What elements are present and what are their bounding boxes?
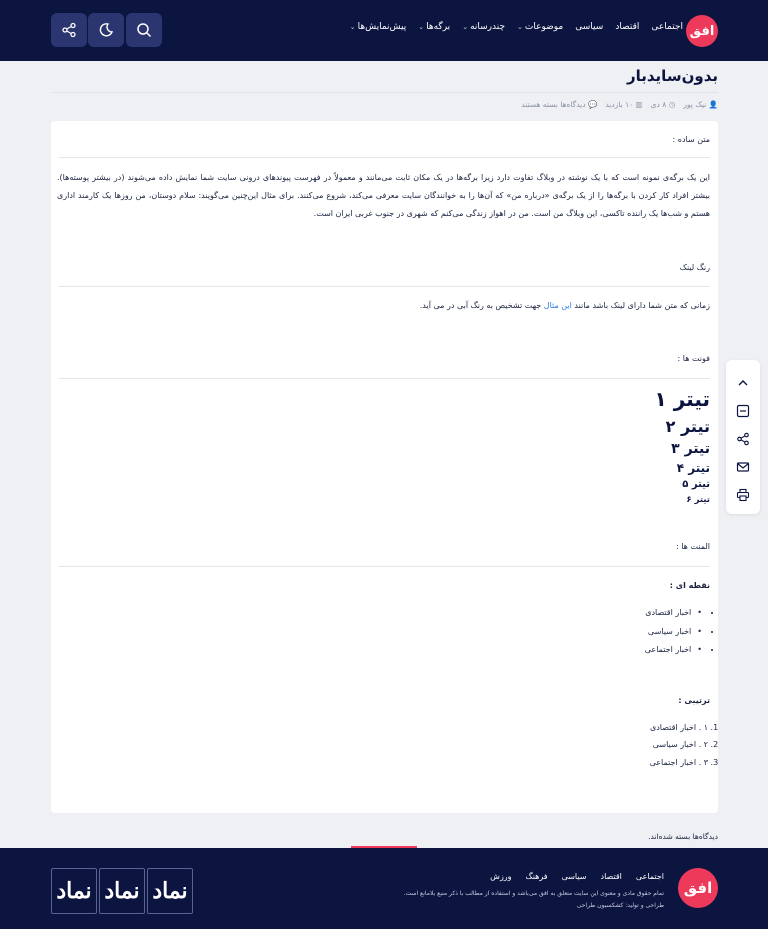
- mail-icon: [736, 460, 750, 474]
- post-meta: [521, 100, 718, 109]
- title-divider: [51, 92, 718, 93]
- chevron-down-icon: ⌄: [418, 23, 425, 31]
- nav-item-topics[interactable]: موضوعات⌄: [517, 22, 564, 32]
- share-icon: [736, 432, 750, 446]
- divider: [59, 566, 710, 567]
- heading-1-sample: تیتر ۱: [654, 387, 710, 411]
- chevron-up-icon: [736, 376, 750, 390]
- font-size-button[interactable]: [734, 402, 752, 420]
- footer-copyright: تمام حقوق مادی و معنوی این سایت متعلق به افق می‌باشد و استفاده از مطالب با ذکر منبع بلامانع است. طراحی و تولید: کشکسیون طراحی: [403, 890, 664, 909]
- list-item: • • اخبار سیاسی: [648, 627, 702, 636]
- post-views: ▥ ۱۰ بازدید: [605, 100, 643, 109]
- nav-item-economy[interactable]: اقتصاد: [615, 22, 640, 32]
- page-title: بدون‌سایدبار: [626, 67, 718, 85]
- footer-link-sport[interactable]: ورزش: [490, 872, 512, 881]
- dark-mode-button[interactable]: [88, 13, 124, 47]
- side-toolbar: [726, 360, 760, 514]
- share-button[interactable]: [51, 13, 87, 47]
- footer-link-economy[interactable]: اقتصاد: [600, 872, 622, 881]
- sample-paragraph: این یک برگه‌ی نمونه است که با یک نوشته در وبلاگ تفاوت دارد زیرا برگه‌ها در یک مکان ثابت می‌مانند و معمولاً در فهرست پیوندهای درونی سایت شما نمایش داده می‌شوند (در بیشتر پوسته‌ها). بیشتر افراد کار کردن با برگه‌ها را از یک برگه‌ی «درباره من» که آن‌ها را به خوانندگان سایت معرفی می‌کند، شروع می‌کنند. برای مثال این‌چنین می‌گویند: سلام دوستان، من روزها یک کارمند اداری هستم و شب‌ها یک راننده تاکسی، این وبلاگ من است. من در اهواز زندگی می‌کنم که شهری در جنوب غربی ایران است.: [57, 173, 710, 218]
- list-item: • • اخبار اقتصادی: [645, 608, 702, 617]
- list-item: 3. ۳ . اخبار اجتماعی: [650, 758, 708, 767]
- divider: [59, 157, 710, 158]
- heading-4-sample: تیتر ۴: [676, 461, 710, 475]
- post-date: ◷ ۸ دی: [650, 100, 676, 109]
- elements-heading: المنت ها :: [676, 542, 710, 551]
- plain-text-heading: متن ساده :: [672, 135, 710, 144]
- moon-icon: [98, 22, 114, 38]
- site-logo[interactable]: افق: [686, 15, 718, 47]
- footer-nav: [490, 872, 664, 881]
- user-icon: 👤: [708, 100, 718, 109]
- link-color-heading: رنگ لینک: [679, 263, 710, 272]
- fonts-heading: فونت ها :: [677, 354, 710, 363]
- nav-item-multimedia[interactable]: چندرسانه⌄: [462, 22, 506, 32]
- print-icon: [736, 488, 750, 502]
- trust-badge[interactable]: نماد: [51, 868, 97, 914]
- share-post-button[interactable]: [734, 430, 752, 448]
- search-button[interactable]: [126, 13, 162, 47]
- footer-link-culture[interactable]: فرهنگ: [525, 872, 548, 881]
- nav-item-social[interactable]: اجتماعی: [651, 22, 683, 32]
- main-nav: [350, 22, 683, 32]
- heading-6-sample: تیتر ۶: [686, 495, 710, 505]
- comments-closed-notice: دیدگاه‌ها بسته شده‌اند.: [648, 832, 718, 841]
- divider: [59, 286, 710, 287]
- heading-2-sample: تیتر ۲: [665, 417, 710, 436]
- list-item: 1. ۱ . اخبار اقتصادی: [650, 723, 708, 732]
- site-footer: [0, 848, 768, 929]
- divider: [59, 378, 710, 379]
- list-item: 2. ۲ . اخبار سیاسی: [653, 740, 708, 749]
- comment-icon: 💬: [588, 100, 598, 109]
- search-icon: [136, 22, 152, 38]
- trust-badge[interactable]: نماد: [147, 868, 193, 914]
- footer-link-politics[interactable]: سیاسی: [561, 872, 587, 881]
- list-item: • • اخبار اجتماعی: [645, 645, 702, 654]
- share-icon: [61, 22, 77, 38]
- footer-logo[interactable]: افق: [678, 868, 718, 908]
- heading-5-sample: تیتر ۵: [682, 479, 710, 490]
- chevron-down-icon: ⌄: [349, 23, 356, 31]
- ordered-list-heading: ترتیبی :: [678, 696, 710, 705]
- post-comments-status: 💬 دیدگاه‌ها بسته هستند: [521, 100, 598, 109]
- post-author[interactable]: 👤 نیک پور: [683, 100, 718, 109]
- scroll-top-button[interactable]: [734, 374, 752, 392]
- bullet-list-heading: نقطه ای :: [669, 581, 710, 590]
- minus-icon: [736, 404, 750, 418]
- site-header: [0, 0, 768, 61]
- chevron-down-icon: ⌄: [517, 23, 523, 31]
- nav-item-pages[interactable]: برگه‌ها⌄: [418, 22, 451, 32]
- email-button[interactable]: [734, 458, 752, 476]
- views-icon: ▥: [635, 100, 643, 109]
- nav-item-politics[interactable]: سیاسی: [575, 22, 604, 32]
- trust-badge[interactable]: نماد: [99, 868, 145, 914]
- chevron-down-icon: ⌄: [462, 23, 469, 31]
- link-paragraph: زمانی که متن شما دارای لینک باشد مانند این مثال جهت تشخیص به رنگ آبی در می آید.: [419, 301, 710, 310]
- example-link[interactable]: این مثال: [543, 301, 572, 310]
- content-card: [51, 121, 718, 813]
- print-button[interactable]: [734, 486, 752, 504]
- clock-icon: ◷: [668, 100, 676, 109]
- nav-item-previews[interactable]: پیش‌نمایش‌ها⌄: [349, 22, 407, 32]
- footer-link-social[interactable]: اجتماعی: [635, 872, 664, 881]
- heading-3-sample: تیتر ۳: [671, 441, 710, 457]
